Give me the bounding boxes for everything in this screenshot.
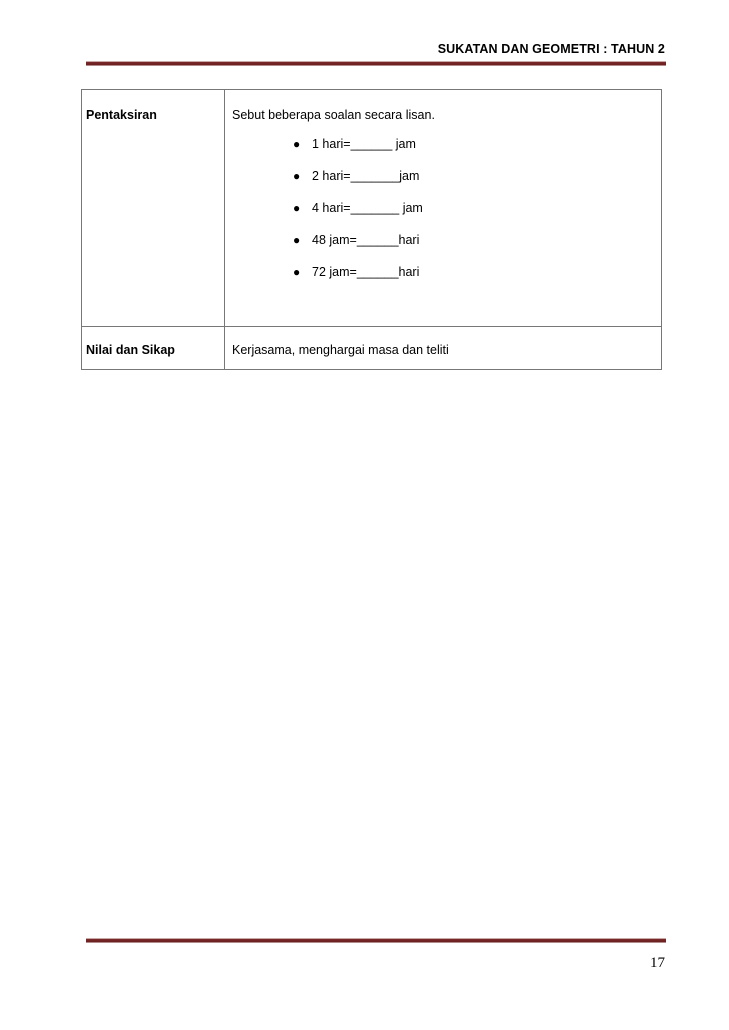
row-content: Kerjasama, menghargai masa dan teliti bbox=[225, 327, 662, 370]
list-item bbox=[232, 168, 661, 200]
assessment-intro: Sebut beberapa soalan secara lisan. bbox=[232, 108, 435, 122]
assessment-list bbox=[232, 136, 661, 296]
list-item bbox=[232, 136, 661, 168]
list-item-text: 4 hari=_______ jam bbox=[312, 201, 423, 215]
list-item bbox=[232, 200, 661, 232]
row-content bbox=[225, 90, 662, 327]
content-table bbox=[81, 89, 662, 370]
list-item-text: 48 jam=______hari bbox=[312, 233, 420, 247]
list-item-text: 72 jam=______hari bbox=[312, 265, 420, 279]
bullet-icon: ● bbox=[293, 201, 301, 215]
bullet-icon: ● bbox=[293, 265, 301, 279]
table-row bbox=[82, 327, 662, 370]
list-item bbox=[232, 264, 661, 296]
bullet-icon: ● bbox=[293, 233, 301, 247]
row-label: Nilai dan Sikap bbox=[82, 327, 225, 370]
list-item-text: 2 hari=_______jam bbox=[312, 169, 420, 183]
list-item-text: 1 hari=______ jam bbox=[312, 137, 416, 151]
bullet-icon: ● bbox=[293, 137, 301, 151]
header-title: SUKATAN DAN GEOMETRI : TAHUN 2 bbox=[437, 42, 665, 56]
bullet-icon: ● bbox=[293, 169, 301, 183]
page-number: 17 bbox=[650, 955, 665, 971]
row-label: Pentaksiran bbox=[82, 90, 225, 327]
table-row bbox=[82, 90, 662, 327]
header-divider bbox=[86, 61, 666, 66]
list-item bbox=[232, 232, 661, 264]
footer-divider bbox=[86, 938, 666, 943]
